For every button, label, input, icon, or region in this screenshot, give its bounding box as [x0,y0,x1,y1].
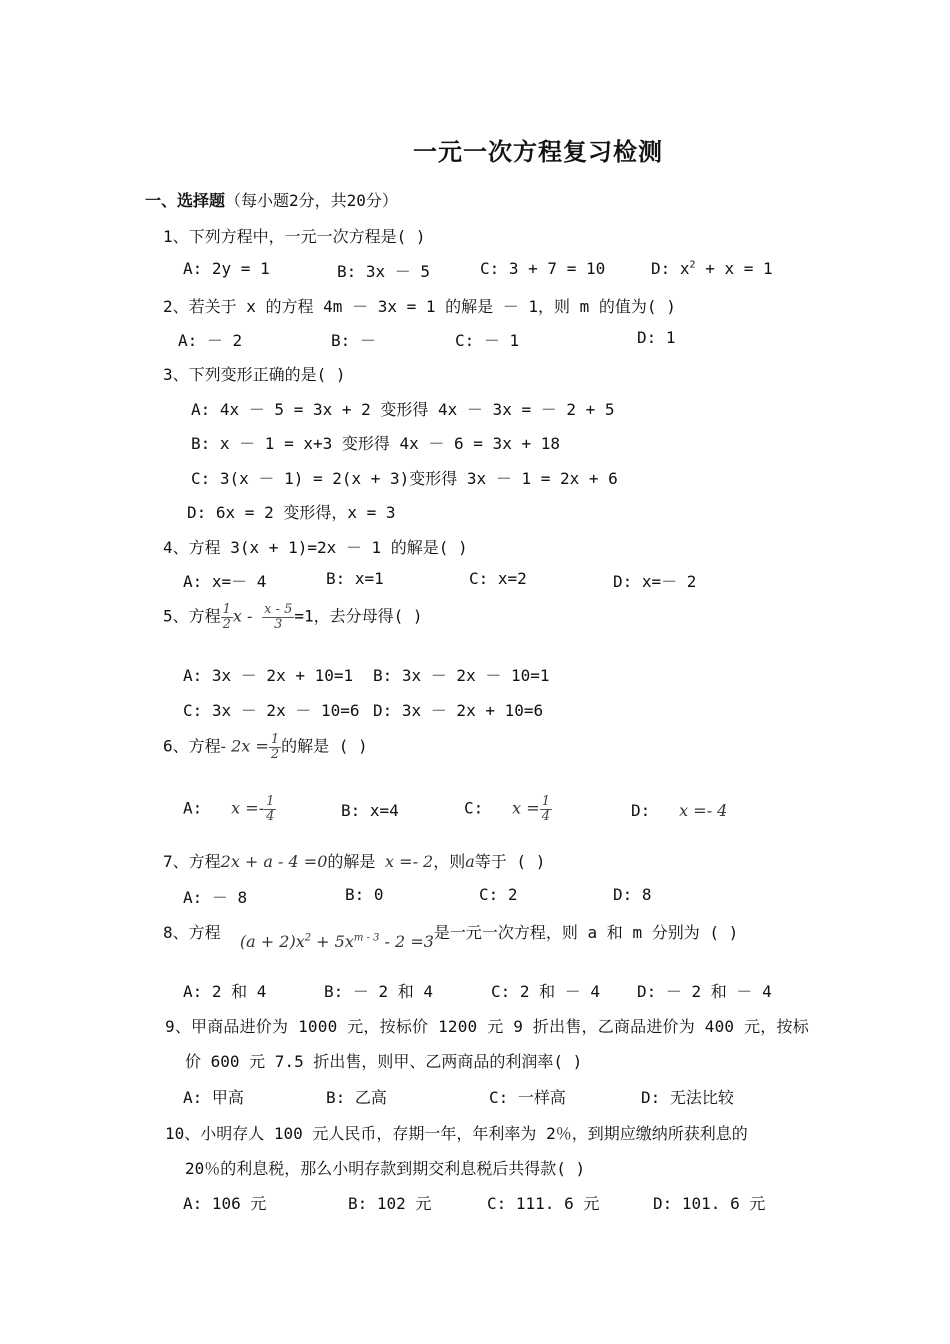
q4-option-a: A: x=－ 4 [183,572,267,591]
q1-option-b: B: 3x － 5 [337,262,431,281]
q10-stem-line2: 20％的利息税，那么小明存款到期交利息税后共得款( ) [185,1159,586,1178]
q8-option-c: C: 2 和 － 4 [491,982,601,1001]
q8-option-b: B: － 2 和 4 [324,982,434,1001]
q5-option-a: A: 3x － 2x + 10=1 [183,666,354,685]
section-title: 一、选择题 [145,191,226,210]
q3-option-d: D: 6x = 2 变形得，x = 3 [187,503,396,522]
q5-fraction-1: $\frac{1}{2}$ [222,602,231,632]
page-title: 一元一次方程复习检测 [413,138,663,166]
q4-option-d: D: x=－ 2 [613,572,697,591]
q1-option-c: C: 3 + 7 = 10 [480,259,606,278]
q8-stem: 8、方程 $(a + 2)x^2 + 5x^{m - 3} - 2 =3$是一元一次方程，则 a 和 m 分别为 ( ) [163,923,739,951]
q2-option-b: B: － [331,331,376,350]
q9-option-b: B: 乙高 [326,1088,387,1107]
q7-option-b: B: 0 [345,885,384,904]
q7-option-d: D: 8 [613,885,652,904]
q3-option-c: C: 3(x － 1) = 2(x + 3)变形得 3x － 1 = 2x + 6 [191,469,618,488]
q10-option-d: D: 101. 6 元 [653,1194,766,1213]
q3-option-b: B: x － 1 = x+3 变形得 4x － 6 = 3x + 18 [191,434,560,453]
q5-option-b: B: 3x － 2x － 10=1 [373,666,550,685]
q6-option-b: B: x=4 [341,801,399,820]
q6-option-a: A: x =- $\frac{1}{4}$ [183,794,275,824]
q9-stem-line1: 9、甲商品进价为 1000 元，按标价 1200 元 9 折出售，乙商品进价为 400 元，按标 [165,1017,809,1036]
q2-option-a: A: － 2 [178,331,243,350]
q9-option-c: C: 一样高 [489,1088,566,1107]
q10-option-c: C: 111. 6 元 [487,1194,600,1213]
q8-option-a: A: 2 和 4 [183,982,267,1001]
section-heading [145,188,398,211]
section-note: （每小题2分，共20分） [225,191,398,210]
q10-option-a: A: 106 元 [183,1194,267,1213]
q10-stem-line1: 10、小明存人 100 元人民币，存期一年，年利率为 2％，到期应缴纳所获利息的 [165,1124,748,1143]
q9-stem-line2: 价 600 元 7.5 折出售，则甲、乙两商品的利润率( ) [185,1052,583,1071]
q7-stem: 7、方程2x + a - 4 =0的解是 x =- 2，则a等于 ( ) [163,852,546,871]
q6-option-c: C: x = $\frac{1}{4}$ [464,794,550,824]
q9-option-a: A: 甲高 [183,1088,244,1107]
q2-option-d: D: 1 [637,328,676,347]
q4-option-c: C: x=2 [469,569,527,588]
q3-option-a: A: 4x － 5 = 3x + 2 变形得 4x － 3x = － 2 + 5 [191,400,615,419]
q3-stem: 3、下列变形正确的是( ) [163,365,346,384]
q6-fraction: $\frac{1}{2}$ [270,732,280,762]
q5-stem: 5、方程 $\frac{1}{2}$ x - $\frac{x - 5}{3}$ =1，去分母得( ) [163,602,423,632]
q1-option-a: A: 2y = 1 [183,259,270,278]
q6-option-d: D: x =- 4 [631,801,728,820]
q7-option-c: C: 2 [479,885,518,904]
q4-option-b: B: x=1 [326,569,384,588]
q5-option-d: D: 3x － 2x + 10=6 [373,701,544,720]
q7-option-a: A: － 8 [183,888,248,907]
q6-stem: 6、方程- 2x = $\frac{1}{2}$ 的解是 ( ) [163,732,368,762]
q5-fraction-2: $\frac{x - 5}{3}$ [264,602,293,632]
q10-option-b: B: 102 元 [348,1194,432,1213]
q5-option-c: C: 3x － 2x － 10=6 [183,701,360,720]
q2-option-c: C: － 1 [455,331,520,350]
q4-stem: 4、方程 3(x + 1)=2x － 1 的解是( ) [163,538,468,557]
q9-option-d: D: 无法比较 [641,1088,734,1107]
q8-equation: $(a + 2)x^2 + 5x^{m - 3} - 2 =3$ [239,932,434,951]
q1-stem: 1、下列方程中，一元一次方程是( ) [163,227,426,246]
q1-option-d: D: $x^2 + x = 1$ [651,259,773,278]
q2-stem: 2、若关于 x 的方程 4m － 3x = 1 的解是 － 1，则 m 的值为( ) [163,297,676,316]
q8-option-d: D: － 2 和 － 4 [637,982,772,1001]
